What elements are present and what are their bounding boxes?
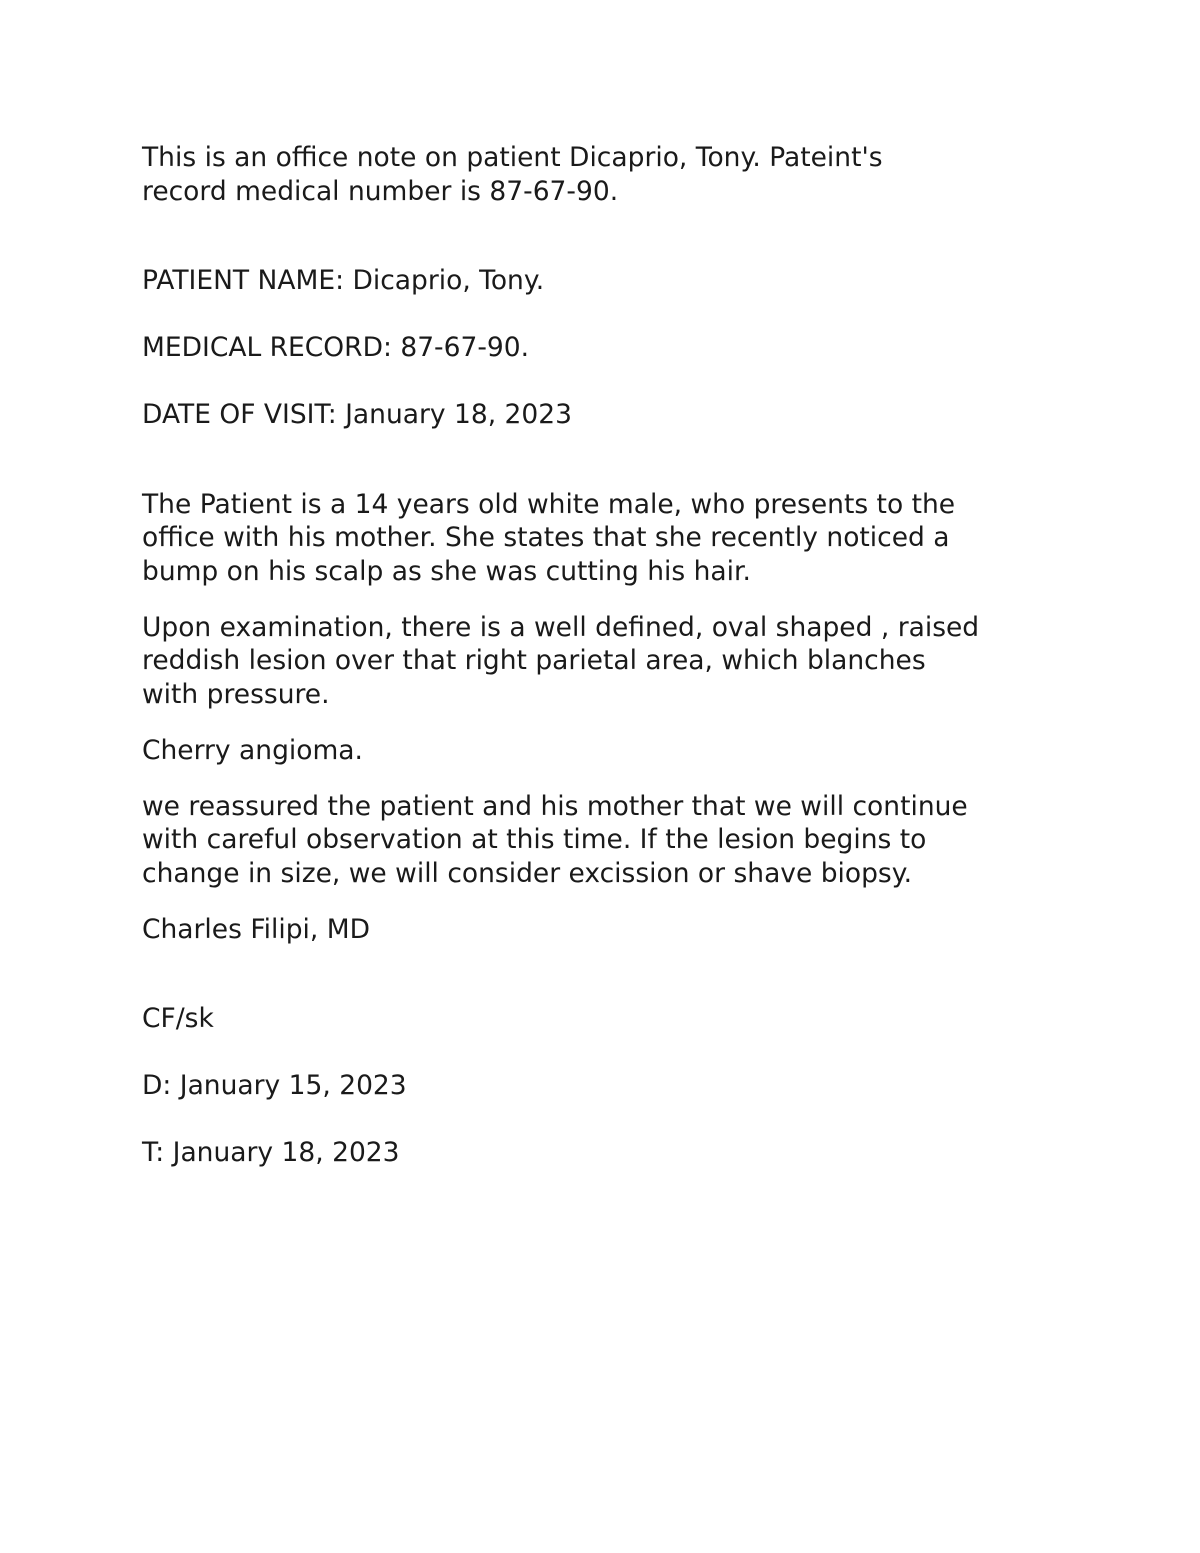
date-of-visit-line: DATE OF VISIT: January 18, 2023 [142, 399, 572, 430]
office-note-body [142, 141, 1072, 1226]
medical-record-line: MEDICAL RECORD: 87-67-90. [142, 332, 530, 363]
transcribed-date-line: T: January 18, 2023 [142, 1137, 400, 1168]
examination-paragraph: Upon examination, there is a well defined, oval shaped , raised reddish lesion over that right parietal area, which blanches with pressure. [142, 611, 980, 710]
footer-block [142, 969, 1072, 1204]
diagnosis-paragraph: Cherry angioma. [142, 734, 363, 766]
patient-name-line: PATIENT NAME: Dicaprio, Tony. [142, 265, 545, 296]
intro-paragraph: This is an office note on patient Dicaprio, Tony. Pateint's record medical number is 87-67-90. [142, 142, 883, 207]
dictated-date-line: D: January 15, 2023 [142, 1070, 407, 1101]
initials-line: CF/sk [142, 1003, 214, 1034]
plan-paragraph: we reassured the patient and his mother that we will continue with careful observation at this time. If the lesion begins to change in size, we will consider excission or shave biopsy. [142, 790, 968, 889]
patient-header-block [142, 231, 1072, 466]
history-paragraph: The Patient is a 14 years old white male, who presents to the office with his mother. She states that she recently noticed a bump on his scalp as she was cutting his hair. [142, 488, 956, 587]
signature-line: Charles Filipi, MD [142, 913, 371, 945]
